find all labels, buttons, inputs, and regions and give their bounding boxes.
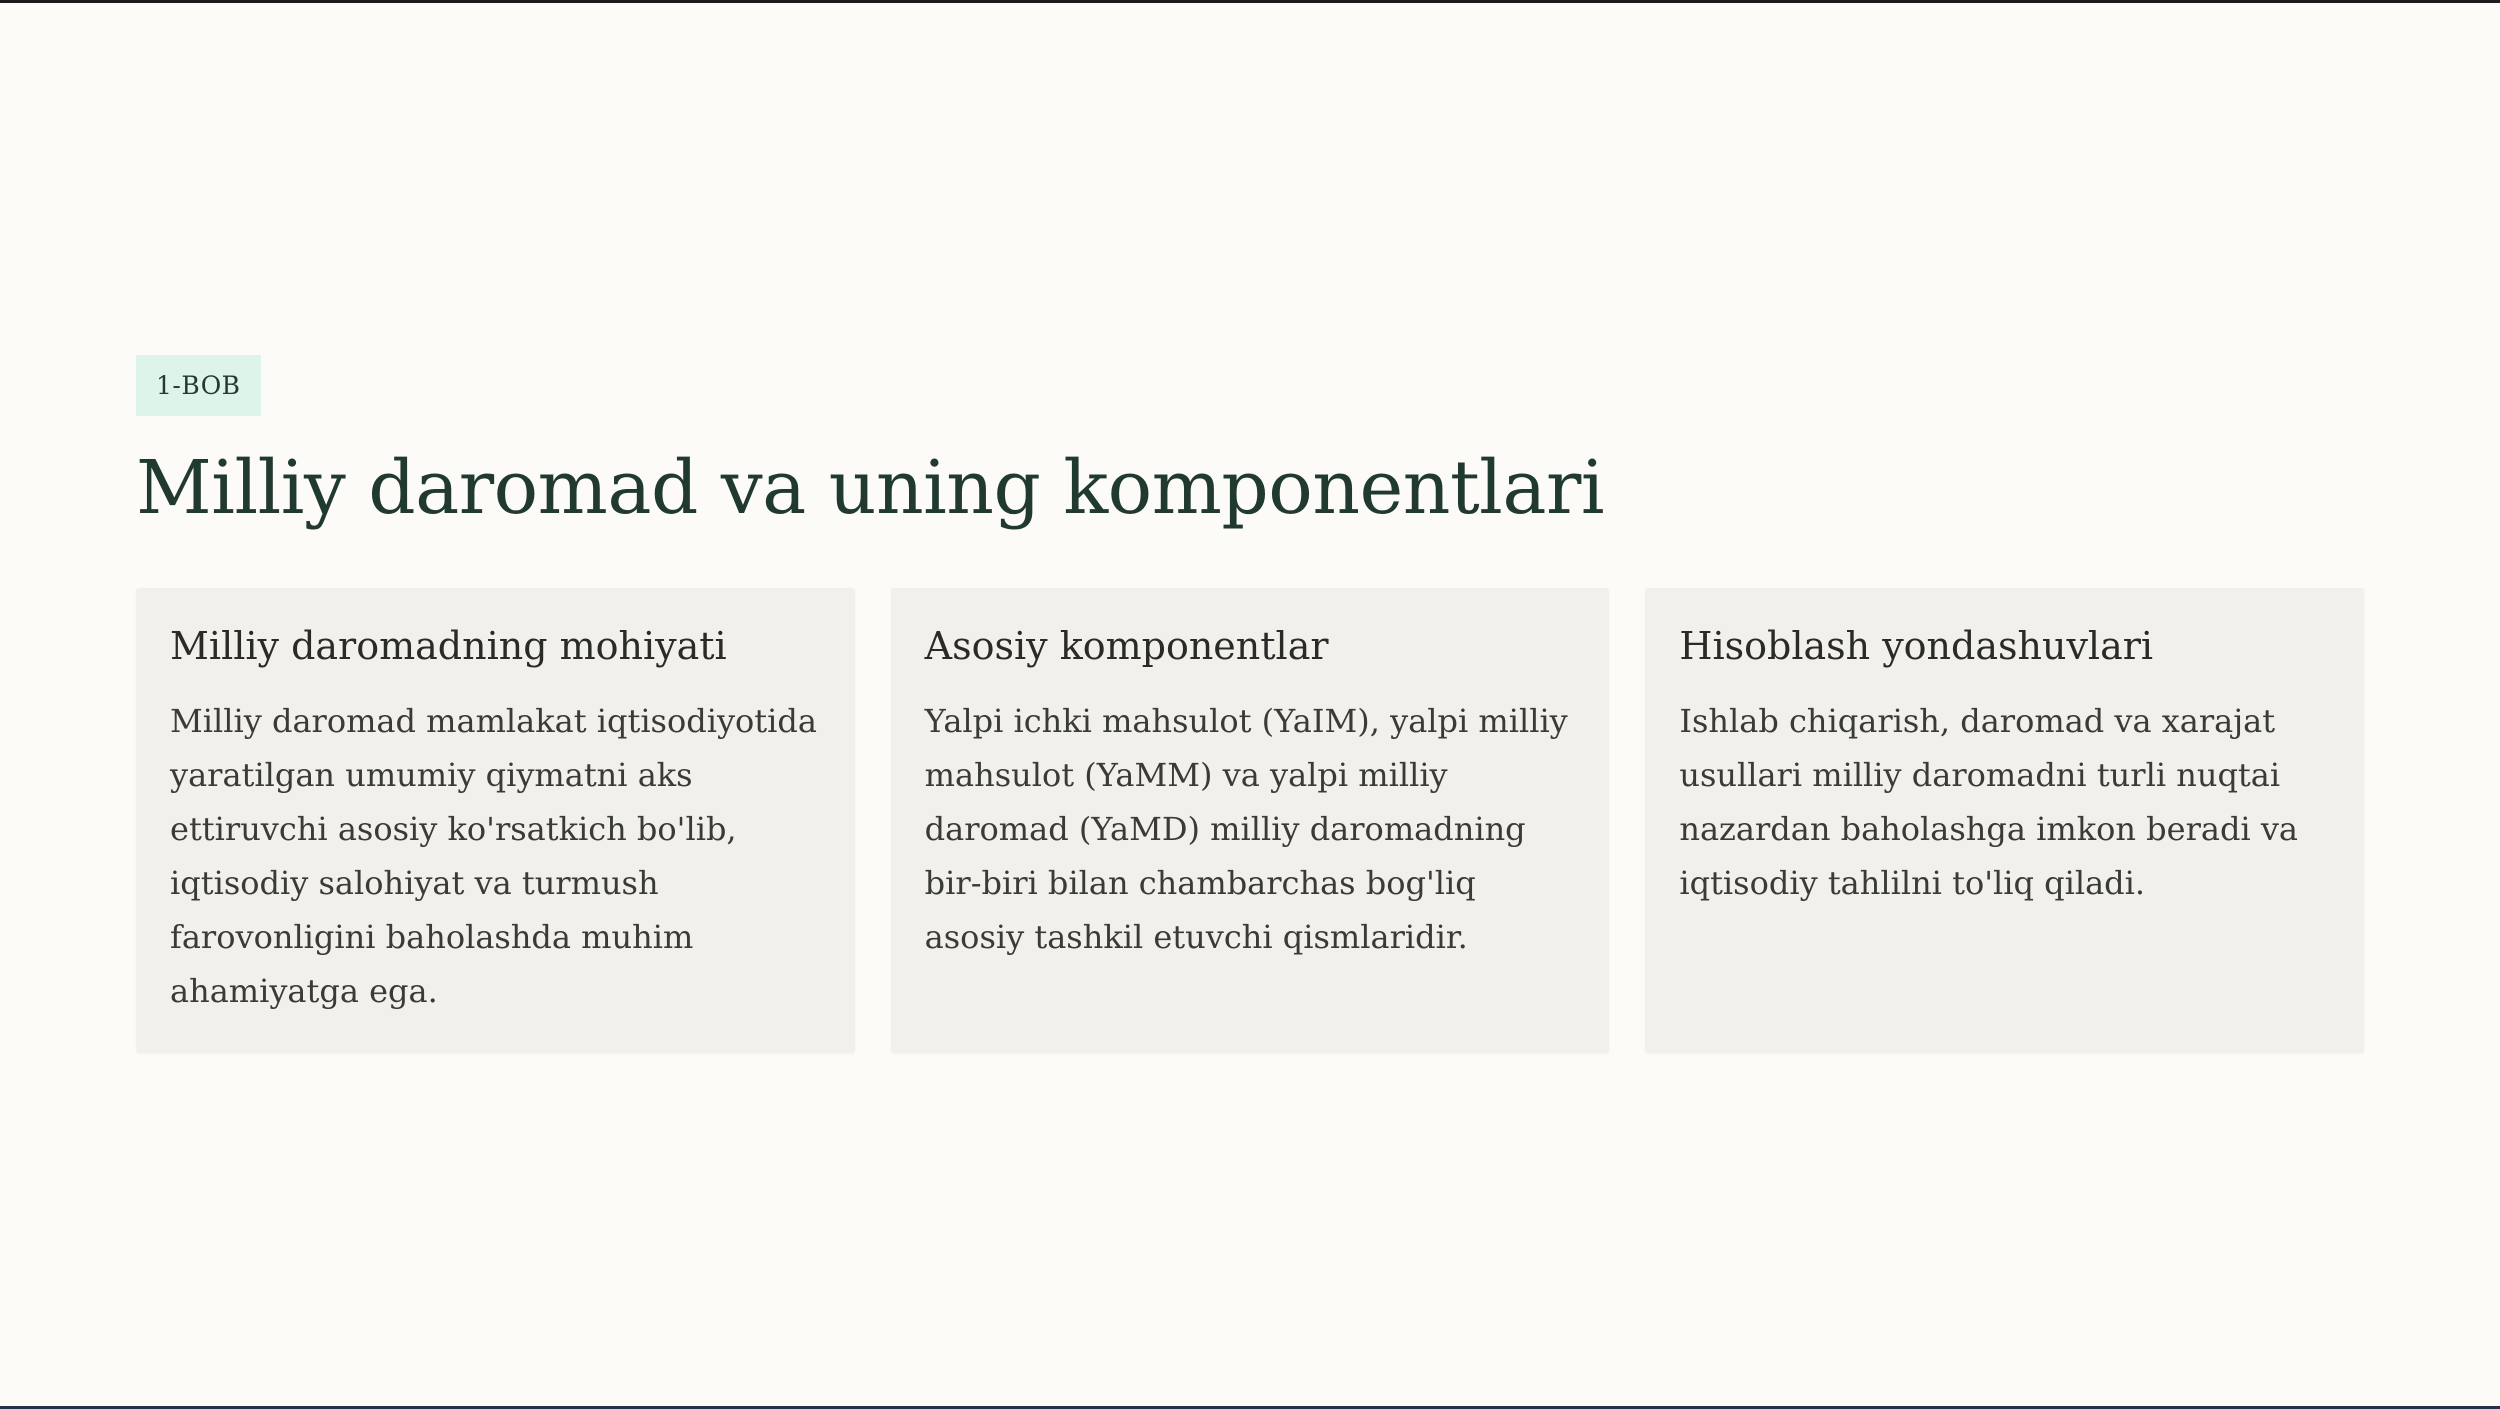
card-list (136, 588, 2364, 1053)
card-title: Asosiy komponentlar (924, 624, 1329, 668)
card-essence (136, 588, 855, 1053)
page-title: Milliy daromad va uning komponentlari (136, 445, 1605, 531)
card-approaches (1645, 588, 2364, 1053)
card-title: Hisoblash yondashuvlari (1679, 624, 2154, 668)
card-title: Milliy daromadning mohiyati (170, 624, 727, 668)
card-text: Ishlab chiqarish, daromad va xarajat usullari milliy daromadni turli nuqtai nazardan baholashga imkon beradi va iqtisodiy tahlilni to'liq qiladi. (1679, 702, 2298, 902)
card-components (891, 588, 1610, 1053)
slide (136, 355, 2364, 1010)
card-text: Milliy daromad mamlakat iqtisodiyotida yaratilgan umumiy qiymatni aks ettiruvchi asosiy ko'rsatkich bo'lib, iqtisodiy salohiyat va turmush farovonligini baholashda muhim ahamiyatga ega. (170, 702, 817, 1010)
chapter-badge: 1-BOB (136, 355, 261, 416)
top-border (0, 0, 2500, 3)
card-text: Yalpi ichki mahsulot (YaIM), yalpi milliy mahsulot (YaMM) va yalpi milliy daromad (YaMD) milliy daromadning bir-biri bilan chambarchas bog'liq asosiy tashkil etuvchi qismlaridir. (924, 702, 1568, 956)
